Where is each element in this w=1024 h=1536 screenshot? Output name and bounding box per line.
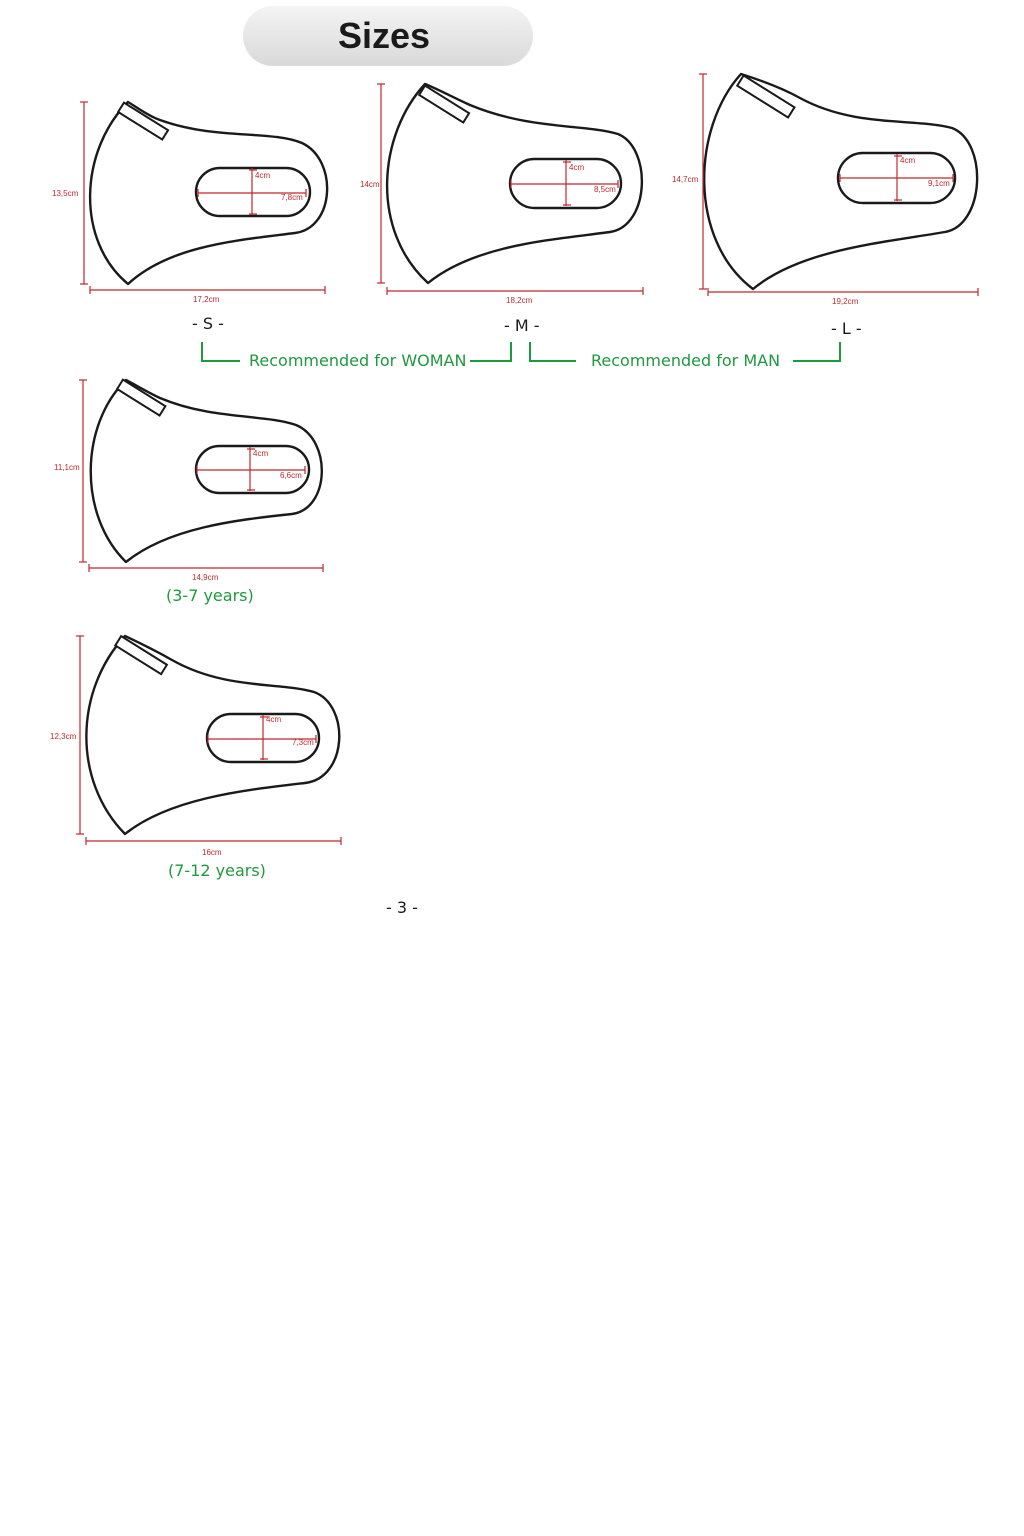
recommend-man-label: Recommended for MAN xyxy=(591,351,781,370)
mask-outline xyxy=(86,636,339,834)
size-label-l: - L - xyxy=(831,319,862,338)
age-label-3-7: (3-7 years) xyxy=(166,586,254,605)
hole-width-label: 7,3cm xyxy=(292,738,314,747)
hole-width-label: 9,1cm xyxy=(928,179,950,188)
ear-hole xyxy=(196,168,310,216)
size-label-m: - M - xyxy=(504,316,540,335)
hole-height-label: 4cm xyxy=(255,171,271,180)
recommendation-woman xyxy=(202,342,511,370)
mask-m xyxy=(360,84,643,335)
mask-width-label: 16cm xyxy=(202,848,222,857)
hole-width-label: 8,5cm xyxy=(594,185,616,194)
strap-slot xyxy=(419,86,469,123)
page-title: Sizes xyxy=(337,15,431,56)
size-label-s: - S - xyxy=(192,314,224,333)
mask-height-label: 11,1cm xyxy=(54,463,80,472)
hole-height-label: 4cm xyxy=(900,156,916,165)
recommendation-man xyxy=(530,342,840,370)
hole-width-label: 7,8cm xyxy=(281,193,303,202)
mask-kids-large xyxy=(50,636,341,880)
mask-width-label: 18,2cm xyxy=(506,296,533,305)
mask-height-label: 14,7cm xyxy=(672,175,699,184)
page-number: - 3 - xyxy=(386,898,418,917)
hole-height-label: 4cm xyxy=(253,449,269,458)
hole-height-label: 4cm xyxy=(266,715,282,724)
hole-width-label: 6,6cm xyxy=(280,471,302,480)
mask-width-label: 19,2cm xyxy=(832,297,859,306)
recommend-woman-label: Recommended for WOMAN xyxy=(249,351,467,370)
age-label-7-12: (7-12 years) xyxy=(168,861,266,880)
hole-height-label: 4cm xyxy=(569,163,585,172)
mask-height-label: 14cm xyxy=(360,180,380,189)
mask-height-label: 13,5cm xyxy=(52,189,79,198)
mask-width-label: 14,9cm xyxy=(192,573,219,582)
strap-slot xyxy=(115,636,167,674)
mask-width-label: 17,2cm xyxy=(193,295,220,304)
mask-s xyxy=(52,102,327,333)
mask-kids-small xyxy=(54,380,323,605)
mask-l xyxy=(672,74,978,338)
mask-height-label: 12,3cm xyxy=(50,732,77,741)
